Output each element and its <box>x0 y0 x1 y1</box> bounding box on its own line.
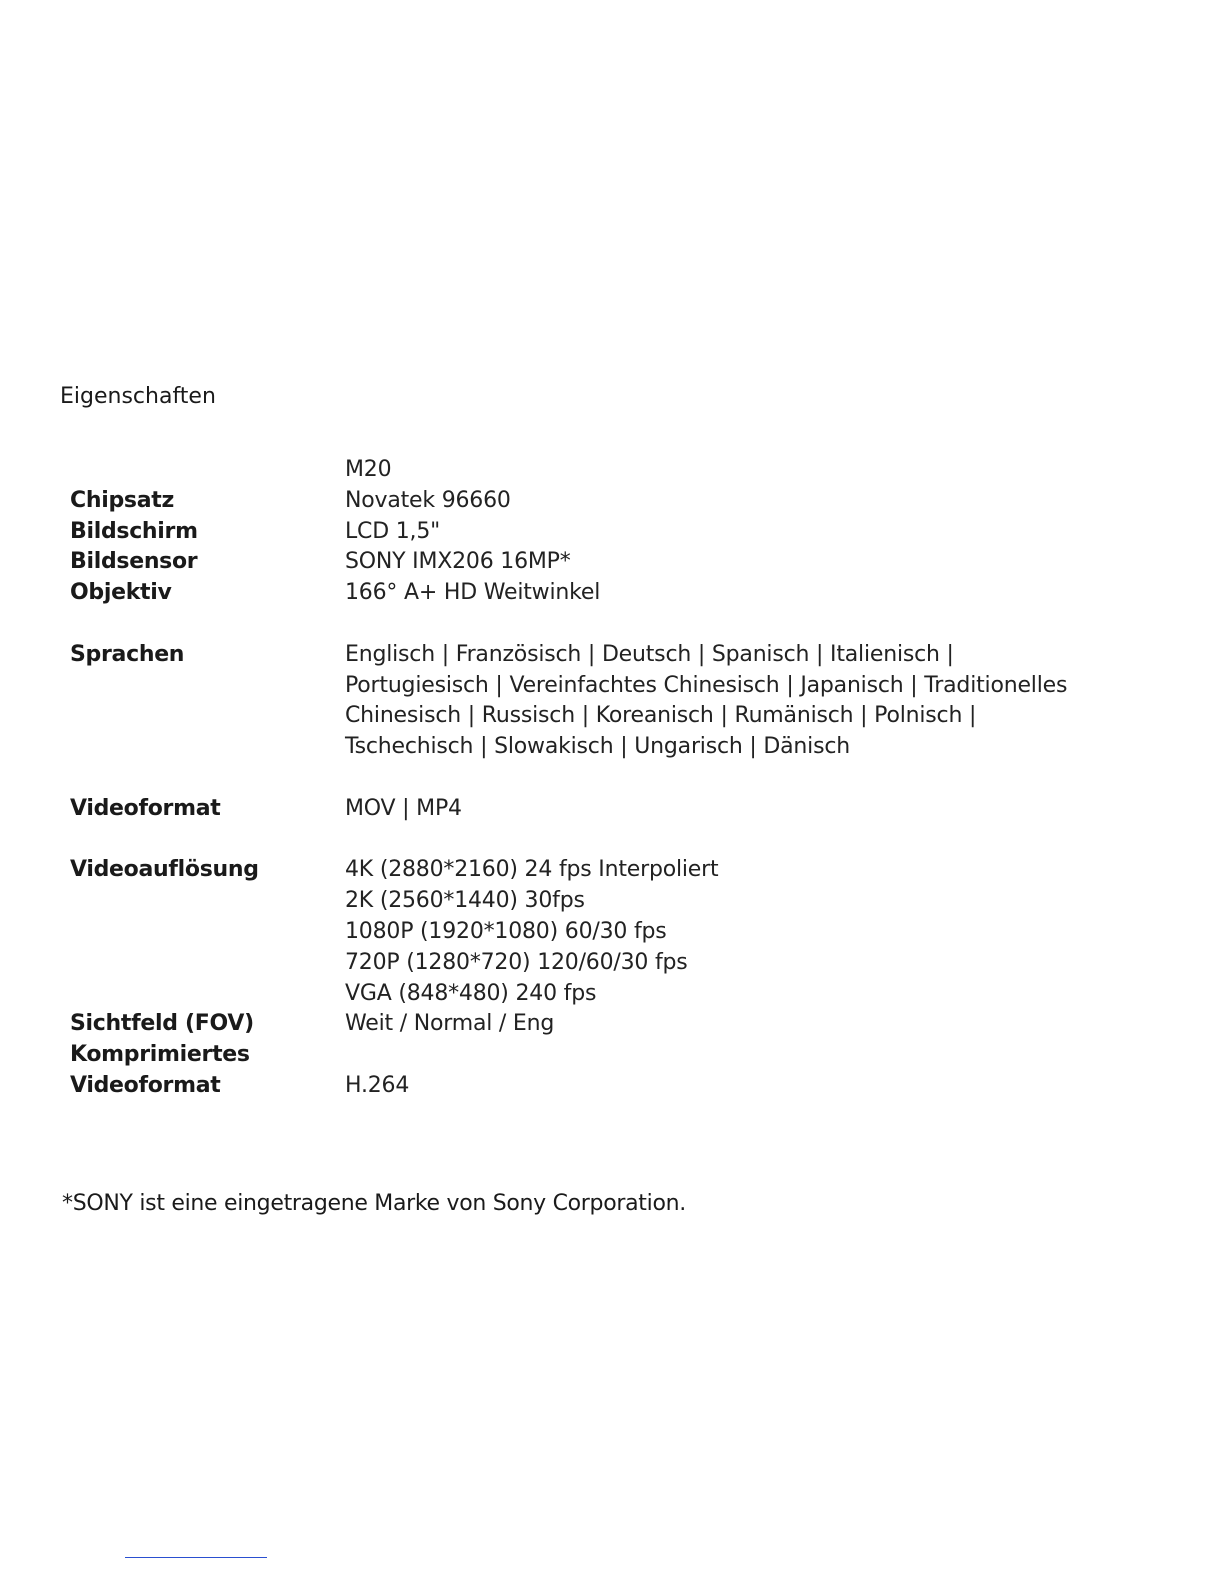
label-bildsensor: Bildsensor <box>70 549 198 575</box>
label-komprimiertes-videoformat: Videoformat <box>70 1072 221 1098</box>
trademark-footnote: *SONY ist eine eingetragene Marke von Sony Corporation. <box>62 1191 686 1216</box>
value-sprachen-line: Portugiesisch | Vereinfachtes Chinesisch | Japanisch | Traditionelles <box>345 672 1068 698</box>
label-sprachen: Sprachen <box>70 641 185 667</box>
spacer <box>70 825 330 856</box>
spacer <box>70 763 330 794</box>
spacer <box>70 948 330 979</box>
spacer <box>70 917 330 948</box>
label-videoaufloesung: Videoauflösung <box>70 857 259 883</box>
spacer <box>70 671 330 702</box>
label-videoformat: Videoformat <box>70 795 221 821</box>
spacer <box>70 701 330 732</box>
value-videoaufloesung-line: 2K (2560*1440) 30fps <box>345 888 585 914</box>
value-videoaufloesung-line: VGA (848*480) 240 fps <box>345 980 597 1006</box>
page-title: Eigenschaften <box>60 384 216 409</box>
label-bildschirm: Bildschirm <box>70 518 198 544</box>
value-videoformat: MOV | MP4 <box>345 795 462 821</box>
label-chipsatz: Chipsatz <box>70 487 174 513</box>
label-komprimiertes: Komprimiertes <box>70 1042 250 1068</box>
value-objektiv: 166° A+ HD Weitwinkel <box>345 580 601 606</box>
value-sprachen-line: Tschechisch | Slowakisch | Ungarisch | Dänisch <box>345 734 850 760</box>
spacer <box>345 763 1045 794</box>
spacer <box>70 886 330 917</box>
model-name: M20 <box>345 457 392 482</box>
label-sichtfeld: Sichtfeld (FOV) <box>70 1011 254 1037</box>
label-objektiv: Objektiv <box>70 580 172 606</box>
spacer <box>70 732 330 763</box>
footer-divider <box>125 1557 267 1558</box>
spec-labels-column <box>70 455 330 1102</box>
value-sprachen-line: Englisch | Französisch | Deutsch | Spanisch | Italienisch | <box>345 641 954 667</box>
value-bildsensor: SONY IMX206 16MP* <box>345 549 571 575</box>
value-sichtfeld: Weit / Normal / Eng <box>345 1011 555 1037</box>
spacer <box>70 609 330 640</box>
spacer <box>345 609 1045 640</box>
spacer <box>345 825 1045 856</box>
spacer <box>70 455 330 486</box>
spec-values-column <box>345 455 1068 1102</box>
value-komprimiertes-videoformat: H.264 <box>345 1072 410 1098</box>
spacer <box>70 979 330 1010</box>
value-bildschirm: LCD 1,5" <box>345 518 441 544</box>
spacer <box>345 1040 1045 1071</box>
value-videoaufloesung-line: 1080P (1920*1080) 60/30 fps <box>345 918 667 944</box>
value-videoaufloesung-line: 720P (1280*720) 120/60/30 fps <box>345 949 688 975</box>
value-videoaufloesung-line: 4K (2880*2160) 24 fps Interpoliert <box>345 857 719 883</box>
value-sprachen-line: Chinesisch | Russisch | Koreanisch | Rumänisch | Polnisch | <box>345 703 977 729</box>
value-chipsatz: Novatek 96660 <box>345 487 511 513</box>
